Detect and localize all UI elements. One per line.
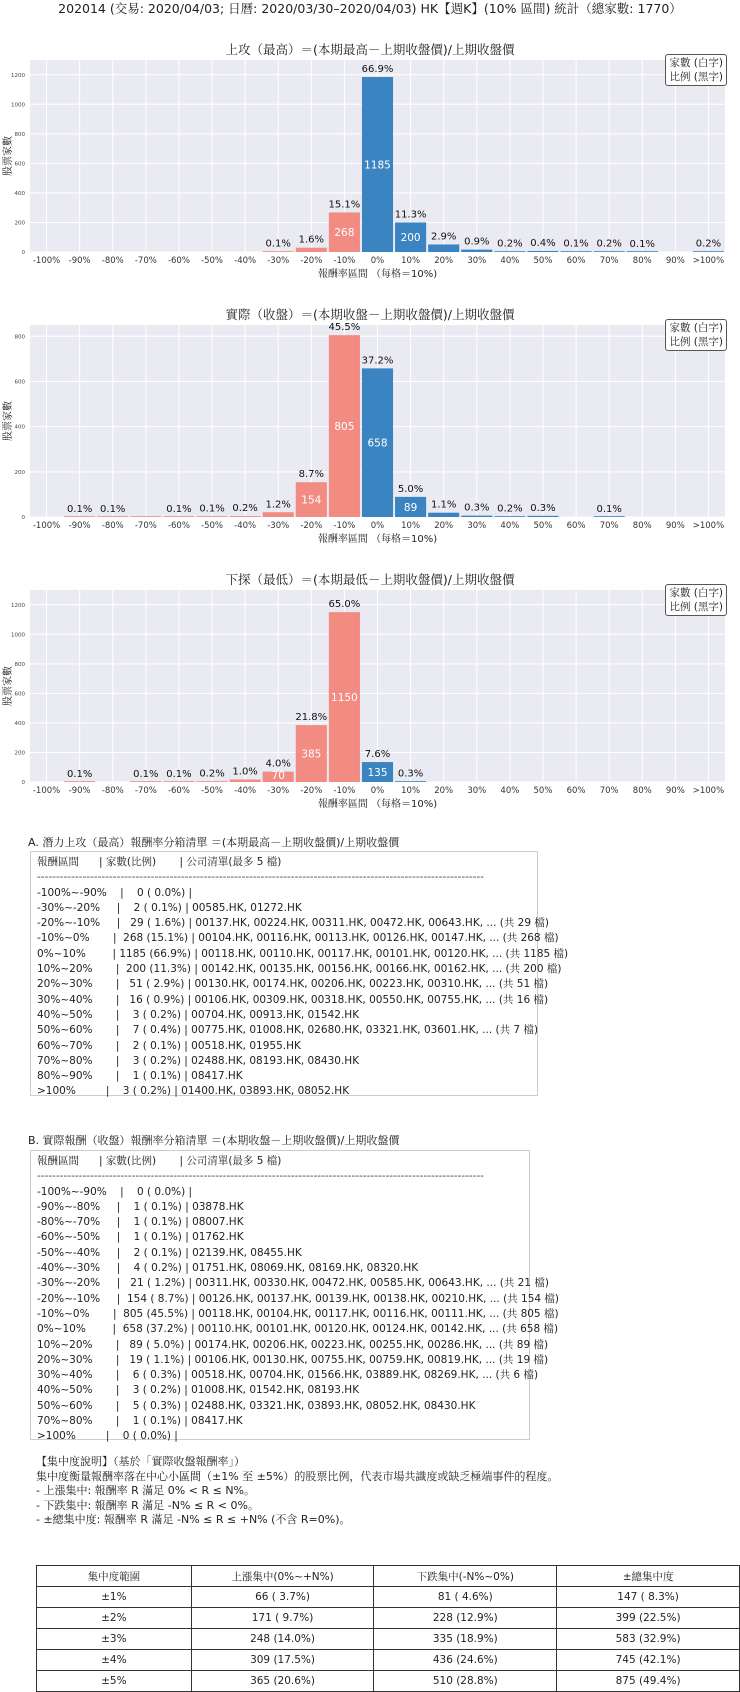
- bar-percent-label: 0.9%: [464, 236, 490, 248]
- bar: [494, 516, 525, 517]
- x-tick-label: 90%: [665, 256, 685, 266]
- bar: [594, 516, 625, 517]
- bar-percent-label: 45.5%: [328, 322, 361, 334]
- y-tick-label: 600: [14, 161, 25, 168]
- bar-percent-label: 15.1%: [328, 199, 361, 211]
- bar: [296, 248, 327, 252]
- bar: [64, 781, 95, 782]
- x-tick-label: 80%: [632, 521, 652, 531]
- chart-svg: [0, 586, 740, 820]
- bar-percent-label: 21.8%: [295, 712, 328, 724]
- list-item: -20%~-10% | 29 ( 1.6%) | 00137.HK, 00224.HK, 00311.HK, 00472.HK, 00643.HK, ... (共 29 檔): [37, 917, 549, 930]
- y-tick-label: 800: [14, 334, 25, 341]
- table-cell: 365 (20.6%): [191, 1671, 374, 1692]
- list-item: -60%~-50% | 1 ( 0.1%) | 01762.HK: [37, 1231, 244, 1244]
- list-a-box: [30, 851, 569, 1098]
- y-tick-label: 400: [14, 424, 25, 431]
- y-tick-label: 1000: [11, 632, 25, 639]
- x-tick-label: 90%: [665, 521, 685, 531]
- bar-percent-label: 0.1%: [166, 768, 192, 780]
- bar: [428, 244, 459, 252]
- list-item: -40%~-30% | 4 ( 0.2%) | 01751.HK, 08069.HK, 08169.HK, 08320.HK: [37, 1262, 419, 1275]
- bar-count-label: 135: [367, 767, 388, 780]
- bar-percent-label: 11.3%: [394, 209, 427, 221]
- bar: [163, 781, 194, 782]
- table-cell: ±5%: [37, 1671, 192, 1692]
- x-tick-label: 80%: [632, 786, 652, 796]
- chart-title: 下探（最低）＝(本期最低－上期收盤價)/上期收盤價: [225, 572, 515, 587]
- bar: [64, 516, 95, 517]
- x-tick-label: -30%: [267, 256, 290, 266]
- list-separator: ----------------------------------------------------------------------------------------------------------------------: [37, 1170, 485, 1183]
- bar-percent-label: 0.1%: [166, 503, 192, 515]
- legend-line-ratio: 比例 (黑字): [669, 601, 723, 613]
- bar-percent-label: 0.1%: [596, 503, 622, 515]
- list-item: 60%~70% | 2 ( 0.1%) | 00518.HK, 01955.HK: [37, 1039, 301, 1052]
- table-cell: 228 (12.9%): [374, 1608, 557, 1629]
- list-item: >100% | 3 ( 0.2%) | 01400.HK, 03893.HK, 08052.HK: [37, 1085, 350, 1098]
- bar-percent-label: 0.2%: [596, 238, 622, 250]
- bar-percent-label: 2.9%: [430, 231, 457, 243]
- bar-percent-label: 7.6%: [364, 749, 391, 761]
- x-tick-label: 50%: [533, 786, 553, 796]
- table-header-cell: 下跌集中(-N%~0%): [374, 1566, 557, 1587]
- bar: [428, 513, 459, 517]
- table-cell: ±2%: [37, 1608, 192, 1629]
- x-tick-label: 30%: [467, 256, 487, 266]
- bar-percent-label: 65.0%: [328, 599, 361, 611]
- list-item: 70%~80% | 1 ( 0.1%) | 08417.HK: [37, 1415, 243, 1428]
- chart-svg: [0, 321, 740, 555]
- x-tick-label: -40%: [234, 521, 257, 531]
- table-header-cell: 上漲集中(0%~+N%): [191, 1566, 374, 1587]
- x-tick-label: 30%: [467, 521, 487, 531]
- legend-line-count: 家數 (白字): [669, 322, 723, 334]
- bar-count-label: 89: [403, 501, 418, 514]
- bar-percent-label: 66.9%: [361, 63, 394, 75]
- x-tick-label: -60%: [167, 786, 190, 796]
- list-item: -10%~0% | 805 (45.5%) | 00118.HK, 00104.HK, 00117.HK, 00116.HK, 00111.HK, ... (共 805 檔): [37, 1307, 559, 1320]
- list-item: -50%~-40% | 2 ( 0.1%) | 02139.HK, 08455.HK: [37, 1246, 302, 1259]
- bar: [230, 779, 261, 782]
- bar: [97, 516, 128, 517]
- bar-count-label: 1150: [331, 692, 358, 705]
- table-cell: 147 ( 8.3%): [557, 1587, 740, 1608]
- table-cell: ±4%: [37, 1650, 192, 1671]
- x-tick-label: >100%: [692, 521, 725, 531]
- chart-low: [0, 570, 740, 820]
- bar: [196, 781, 227, 782]
- list-item: -30%~-20% | 21 ( 1.2%) | 00311.HK, 00330.HK, 00472.HK, 00585.HK, 00643.HK, ... (共 21 檔): [37, 1277, 549, 1290]
- bar-percent-label: 0.1%: [199, 503, 225, 515]
- bar: [693, 251, 724, 252]
- x-tick-label: >100%: [692, 786, 725, 796]
- x-tick-label: 60%: [566, 786, 586, 796]
- x-tick-label: -40%: [234, 786, 257, 796]
- bar-count-label: 200: [400, 232, 421, 245]
- y-tick-label: 400: [14, 720, 25, 727]
- x-tick-label: -90%: [68, 521, 91, 531]
- list-item: 0%~10% | 658 (37.2%) | 00110.HK, 00101.HK, 00120.HK, 00124.HK, 00142.HK, ... (共 658 檔): [37, 1323, 559, 1336]
- bar-percent-label: 1.6%: [298, 234, 325, 246]
- y-tick-label: 0: [21, 780, 25, 786]
- bar-percent-label: 0.1%: [133, 768, 159, 780]
- list-item: 10%~20% | 200 (11.3%) | 00142.HK, 00135.HK, 00156.HK, 00166.HK, 00162.HK, ... (共 200 檔): [37, 963, 562, 976]
- legend-line-count: 家數 (白字): [669, 587, 723, 599]
- bar-percent-label: 0.2%: [497, 238, 523, 250]
- bar-percent-label: 0.3%: [530, 502, 556, 514]
- bar-percent-label: 0.1%: [66, 503, 93, 515]
- bar-percent-label: 0.3%: [397, 768, 424, 780]
- bar-percent-label: 0.3%: [464, 502, 490, 514]
- x-tick-label: -70%: [134, 786, 157, 796]
- table-cell: ±1%: [37, 1587, 192, 1608]
- list-item: -20%~-10% | 154 ( 8.7%) | 00126.HK, 00137.HK, 00139.HK, 00138.HK, 00210.HK, ... (共 154 檔): [37, 1292, 559, 1305]
- x-tick-label: 10%: [401, 786, 421, 796]
- bar-percent-label: 0.2%: [695, 238, 722, 250]
- list-item: 30%~40% | 6 ( 0.3%) | 00518.HK, 00704.HK, 01566.HK, 03889.HK, 08269.HK, ... (共 6 檔): [37, 1369, 539, 1382]
- legend-box: [665, 319, 727, 351]
- concentration-notes: [36, 1455, 558, 1528]
- y-axis-label: 股票家數: [3, 401, 14, 441]
- list-item: -100%~-90% | 0 ( 0.0%) |: [37, 886, 193, 899]
- bar-percent-label: 0.2%: [497, 503, 523, 515]
- bar-count-label: 268: [334, 227, 355, 240]
- y-tick-label: 600: [14, 691, 25, 698]
- x-tick-label: -20%: [300, 521, 323, 531]
- list-item: 50%~60% | 5 ( 0.3%) | 02488.HK, 03321.HK, 03893.HK, 08052.HK, 08430.HK: [37, 1399, 476, 1412]
- x-tick-label: 60%: [566, 256, 586, 266]
- list-b-box: [30, 1150, 559, 1443]
- bar-count-label: 1185: [364, 159, 391, 172]
- y-tick-label: 800: [14, 661, 25, 668]
- bar-percent-label: 0.2%: [199, 768, 225, 780]
- page-title: 202014 (交易: 2020/04/03; 日曆: 2020/03/30–2020/04/03) HK【週K】(10% 區間) 統計（總家數: 1770）: [58, 1, 682, 16]
- table-row: [37, 1587, 740, 1608]
- x-axis-label: 報酬率區間 （每格＝10%): [317, 799, 438, 810]
- y-tick-label: 200: [14, 469, 25, 476]
- table-cell: 745 (42.1%): [557, 1650, 740, 1671]
- x-tick-label: 70%: [599, 521, 619, 531]
- list-item: 20%~30% | 19 ( 1.1%) | 00106.HK, 00130.HK, 00755.HK, 00759.HK, 00819.HK, ... (共 19 檔): [37, 1353, 549, 1366]
- x-tick-label: -100%: [32, 521, 61, 531]
- x-tick-label: 0%: [370, 786, 385, 796]
- x-tick-label: -50%: [201, 786, 224, 796]
- x-tick-label: -40%: [234, 256, 257, 266]
- x-tick-label: -50%: [201, 256, 224, 266]
- table-row: [37, 1608, 740, 1629]
- bar: [527, 251, 558, 252]
- x-tick-label: 90%: [665, 786, 685, 796]
- x-tick-label: 20%: [434, 786, 454, 796]
- y-axis-label: 股票家數: [3, 666, 14, 706]
- x-tick-label: -100%: [32, 786, 61, 796]
- x-tick-label: 50%: [533, 521, 553, 531]
- chart-title: 實際（收盤）＝(本期收盤－上期收盤價)/上期收盤價: [225, 307, 515, 322]
- table-header-row: [37, 1566, 740, 1587]
- x-tick-label: -10%: [333, 786, 356, 796]
- concentration-bullet: - 上漲集中: 報酬率 R 滿足 0% < R ≤ N%。: [36, 1484, 255, 1497]
- bar: [263, 512, 294, 517]
- table-cell: ±3%: [37, 1629, 192, 1650]
- x-tick-label: 70%: [599, 786, 619, 796]
- bar-percent-label: 0.1%: [66, 768, 93, 780]
- concentration-title: 【集中度說明】（基於「實際收盤報酬率」）: [36, 1455, 245, 1468]
- list-item: -100%~-90% | 0 ( 0.0%) |: [37, 1185, 193, 1198]
- bar-percent-label: 37.2%: [361, 355, 394, 367]
- bar-percent-label: 4.0%: [265, 758, 291, 770]
- table-header-cell: ±總集中度: [557, 1566, 740, 1587]
- x-tick-label: 40%: [500, 256, 520, 266]
- list-item: -10%~0% | 268 (15.1%) | 00104.HK, 00116.HK, 00113.HK, 00126.HK, 00147.HK, ... (共 268 檔): [37, 932, 559, 945]
- y-tick-label: 600: [14, 379, 25, 386]
- bar-percent-label: 8.7%: [298, 469, 325, 481]
- x-tick-label: 80%: [632, 256, 652, 266]
- x-tick-label: -90%: [68, 786, 91, 796]
- bar: [230, 516, 261, 517]
- bar-percent-label: 0.1%: [265, 238, 291, 250]
- x-tick-label: -20%: [300, 256, 323, 266]
- x-tick-label: -20%: [300, 786, 323, 796]
- list-header: 報酬區間 | 家數(比例) | 公司清單(最多 5 檔): [37, 1155, 282, 1167]
- x-tick-label: -70%: [134, 521, 157, 531]
- list-item: -30%~-20% | 2 ( 0.1%) | 00585.HK, 01272.HK: [37, 901, 302, 914]
- table-row: [37, 1671, 740, 1692]
- bar-count-label: 658: [367, 437, 388, 450]
- bar: [130, 516, 161, 517]
- table-cell: 510 (28.8%): [374, 1671, 557, 1692]
- bar-percent-label: 0.1%: [629, 238, 655, 250]
- table-cell: 335 (18.9%): [374, 1629, 557, 1650]
- list-b-title: B. 實際報酬（收盤）報酬率分箱清單 ＝(本期收盤－上期收盤價)/上期收盤價: [28, 1134, 400, 1147]
- list-item: -90%~-80% | 1 ( 0.1%) | 03878.HK: [37, 1200, 244, 1213]
- x-axis-label: 報酬率區間 （每格＝10%): [317, 269, 438, 280]
- bar-percent-label: 1.2%: [265, 499, 291, 511]
- bar: [494, 251, 525, 252]
- x-tick-label: -50%: [201, 521, 224, 531]
- y-axis-label: 股票家數: [3, 136, 14, 176]
- x-tick-label: 40%: [500, 786, 520, 796]
- list-item: >100% | 0 ( 0.0%) |: [37, 1430, 178, 1443]
- x-tick-label: -30%: [267, 521, 290, 531]
- bar: [163, 516, 194, 517]
- x-tick-label: -100%: [32, 256, 61, 266]
- x-tick-label: 0%: [370, 521, 385, 531]
- table-header-cell: 集中度範圍: [37, 1566, 192, 1587]
- list-item: 30%~40% | 16 ( 0.9%) | 00106.HK, 00309.HK, 00318.HK, 00550.HK, 00755.HK, ... (共 16 檔): [37, 993, 549, 1006]
- bar-percent-label: 0.2%: [232, 503, 258, 515]
- y-tick-label: 800: [14, 131, 25, 138]
- list-header: 報酬區間 | 家數(比例) | 公司清單(最多 5 檔): [37, 856, 282, 868]
- table-cell: 81 ( 4.6%): [374, 1587, 557, 1608]
- y-tick-label: 0: [21, 515, 25, 521]
- x-tick-label: 70%: [599, 256, 619, 266]
- x-tick-label: 40%: [500, 521, 520, 531]
- x-tick-label: -60%: [167, 256, 190, 266]
- bar-count-label: 70: [271, 770, 285, 782]
- table-row: [37, 1650, 740, 1671]
- list-item: 50%~60% | 7 ( 0.4%) | 00775.HK, 01008.HK, 02680.HK, 03321.HK, 03601.HK, ... (共 7 檔): [37, 1024, 539, 1037]
- x-tick-label: -10%: [333, 521, 356, 531]
- x-axis-label: 報酬率區間 （每格＝10%): [317, 534, 438, 545]
- x-tick-label: -70%: [134, 256, 157, 266]
- list-item: -80%~-70% | 1 ( 0.1%) | 08007.HK: [37, 1216, 244, 1229]
- x-tick-label: -80%: [101, 256, 124, 266]
- table-cell: 875 (49.4%): [557, 1671, 740, 1692]
- list-item: 80%~90% | 1 ( 0.1%) | 08417.HK: [37, 1070, 243, 1083]
- x-tick-label: -60%: [167, 521, 190, 531]
- x-tick-label: -80%: [101, 786, 124, 796]
- bar-count-label: 385: [301, 748, 322, 761]
- y-tick-label: 1200: [11, 72, 25, 79]
- x-tick-label: >100%: [692, 256, 725, 266]
- y-tick-label: 400: [14, 190, 25, 197]
- bar-percent-label: 1.1%: [430, 499, 457, 511]
- bar: [461, 516, 492, 517]
- concentration-bullet: - 下跌集中: 報酬率 R 滿足 -N% ≤ R < 0%。: [36, 1498, 259, 1512]
- y-tick-label: 1000: [11, 102, 25, 109]
- list-item: 20%~30% | 51 ( 2.9%) | 00130.HK, 00174.HK, 00206.HK, 00223.HK, 00310.HK, ... (共 51 檔): [37, 978, 549, 991]
- concentration-desc: 集中度衡量報酬率落在中心小區間（±1% 至 ±5%）的股票比例，代表市場共識度或缺乏極端事件的程度。: [36, 1469, 559, 1483]
- y-tick-label: 0: [21, 250, 25, 256]
- table-cell: 309 (17.5%): [191, 1650, 374, 1671]
- list-item: 40%~50% | 3 ( 0.2%) | 01008.HK, 01542.HK, 08193.HK: [37, 1384, 360, 1397]
- bar: [395, 781, 426, 782]
- x-tick-label: -30%: [267, 786, 290, 796]
- x-tick-label: -80%: [101, 521, 124, 531]
- list-item: 10%~20% | 89 ( 5.0%) | 00174.HK, 00206.HK, 00223.HK, 00255.HK, 00286.HK, ... (共 89 檔): [37, 1338, 549, 1351]
- chart-title: 上攻（最高）＝(本期最高－上期收盤價)/上期收盤價: [225, 42, 515, 57]
- bar-count-label: 805: [334, 421, 355, 434]
- list-rows: [37, 886, 569, 1100]
- legend-line-count: 家數 (白字): [669, 57, 723, 69]
- table-cell: 66 ( 3.7%): [191, 1587, 374, 1608]
- x-tick-label: 30%: [467, 786, 487, 796]
- bar: [196, 516, 227, 517]
- bar: [527, 516, 558, 517]
- legend-line-ratio: 比例 (黑字): [669, 336, 723, 348]
- x-tick-label: -10%: [333, 256, 356, 266]
- concentration-table: [36, 1565, 740, 1692]
- bar-percent-label: 0.1%: [563, 238, 589, 250]
- x-tick-label: 20%: [434, 256, 454, 266]
- bar-percent-label: 0.1%: [100, 503, 126, 515]
- x-tick-label: 0%: [370, 256, 385, 266]
- x-tick-label: 20%: [434, 521, 454, 531]
- list-a-title: A. 潛力上攻（最高）報酬率分箱清單 ＝(本期最高－上期收盤價)/上期收盤價: [28, 836, 400, 849]
- table-body: [37, 1587, 740, 1692]
- x-tick-label: 50%: [533, 256, 553, 266]
- y-tick-label: 200: [14, 750, 25, 757]
- y-tick-label: 1200: [11, 602, 25, 609]
- chart-svg: [0, 56, 740, 290]
- legend-line-ratio: 比例 (黑字): [669, 71, 723, 83]
- table-cell: 171 ( 9.7%): [191, 1608, 374, 1629]
- chart-close: [0, 305, 740, 555]
- list-item: 70%~80% | 3 ( 0.2%) | 02488.HK, 08193.HK, 08430.HK: [37, 1054, 360, 1067]
- list-item: 0%~10% | 1185 (66.9%) | 00118.HK, 00110.HK, 00117.HK, 00101.HK, 00120.HK, ... (共 1185 檔): [37, 947, 569, 960]
- chart-high: [0, 40, 740, 290]
- x-tick-label: 10%: [401, 521, 421, 531]
- table-cell: 399 (22.5%): [557, 1608, 740, 1629]
- legend-box: [665, 54, 727, 86]
- bar: [461, 250, 492, 252]
- bar-count-label: 154: [301, 494, 322, 507]
- bar-percent-label: 5.0%: [397, 483, 424, 495]
- table-cell: 436 (24.6%): [374, 1650, 557, 1671]
- bar-percent-label: 1.0%: [232, 766, 258, 778]
- bar: [263, 251, 294, 252]
- list-separator: ----------------------------------------------------------------------------------------------------------------------: [37, 871, 485, 884]
- table-cell: 583 (32.9%): [557, 1629, 740, 1650]
- legend-box: [665, 584, 727, 616]
- list-item: 40%~50% | 3 ( 0.2%) | 00704.HK, 00913.HK, 01542.HK: [37, 1008, 360, 1021]
- bar: [594, 251, 625, 252]
- table-row: [37, 1629, 740, 1650]
- x-tick-label: -90%: [68, 256, 91, 266]
- table-cell: 248 (14.0%): [191, 1629, 374, 1650]
- x-tick-label: 10%: [401, 256, 421, 266]
- bar-percent-label: 0.4%: [530, 237, 556, 249]
- bar: [130, 781, 161, 782]
- bar: [627, 251, 658, 252]
- x-tick-label: 60%: [566, 521, 586, 531]
- list-rows: [37, 1185, 559, 1445]
- concentration-bullet: - ±總集中度: 報酬率 R 滿足 -N% ≤ R ≤ +N% (不含 R=0%)。: [36, 1513, 351, 1526]
- y-tick-label: 200: [14, 220, 25, 227]
- bar: [561, 251, 592, 252]
